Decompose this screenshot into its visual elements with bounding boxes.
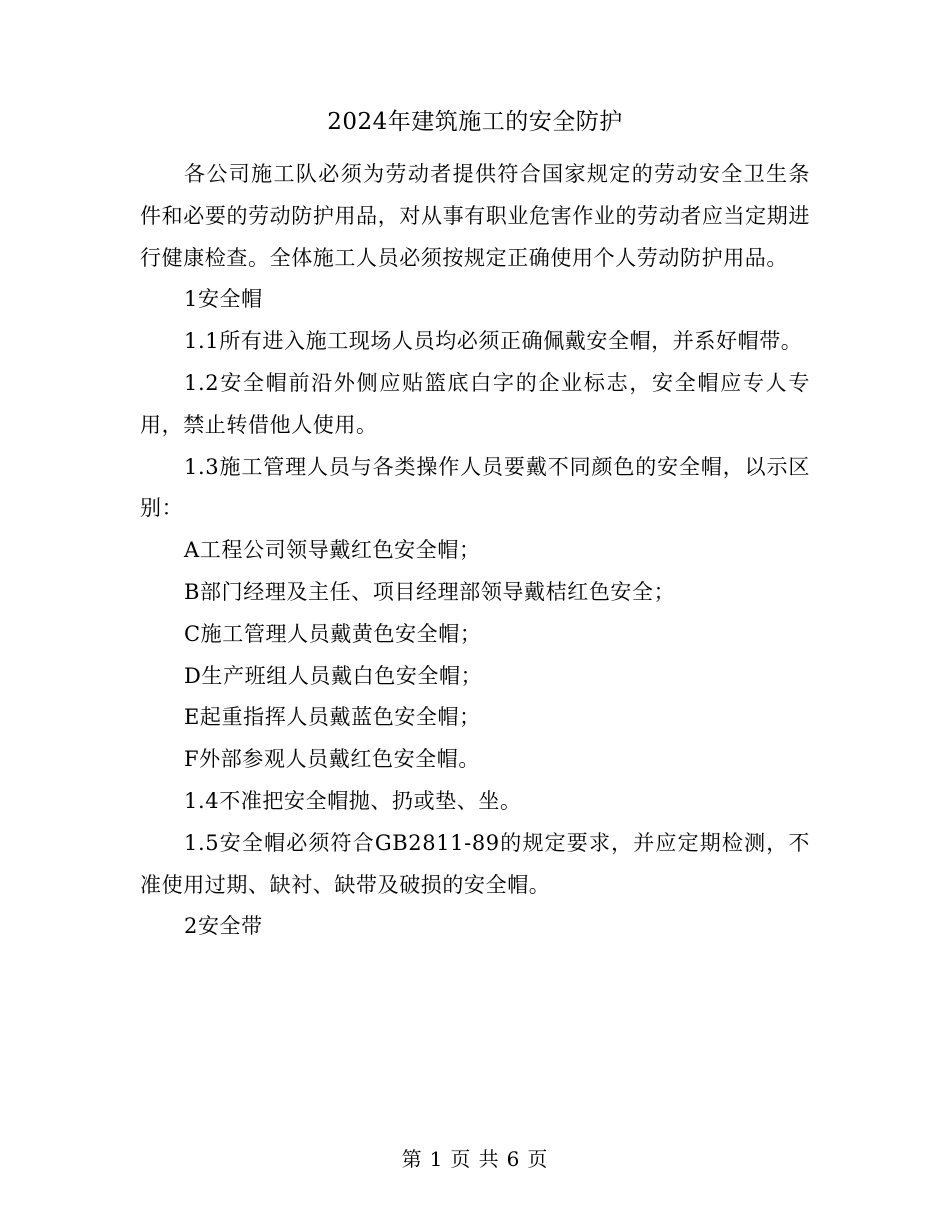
page-label-prefix: 第 xyxy=(401,1147,423,1171)
list-item-d: D生产班组人员戴白色安全帽； xyxy=(184,663,483,688)
clause-1-3: 1.3施工管理人员与各类操作人员要戴不同颜色的安全帽，以示区别： xyxy=(140,454,810,521)
intro-paragraph: 各公司施工队必须为劳动者提供符合国家规定的劳动安全卫生条件和必要的劳动防护用品，对从事有职业危害作业的劳动者应当定期进行健康检查。全体施工人员必须按规定正确使用个人劳动防护用品。 xyxy=(140,162,810,270)
clause-1-4: 1.4不准把安全帽抛、扔或垫、坐。 xyxy=(184,788,522,813)
document-title: 2024年建筑施工的安全防护 xyxy=(327,109,623,135)
list-item-b: B部门经理及主任、项目经理部领导戴桔红色安全； xyxy=(184,579,676,604)
list-item-f: F外部参观人员戴红色安全帽。 xyxy=(184,747,480,772)
clause-1-1: 1.1所有进入施工现场人员均必须正确佩戴安全帽，并系好帽带。 xyxy=(184,329,803,354)
list-item-a: A工程公司领导戴红色安全帽； xyxy=(184,538,481,563)
page-label-suffix: 页 xyxy=(527,1147,549,1171)
list-item-e: E起重指挥人员戴蓝色安全帽； xyxy=(184,705,481,730)
clause-1-5: 1.5安全帽必须符合GB2811-89的规定要求，并应定期检测，不准使用过期、缺衬、缺带及破损的安全帽。 xyxy=(140,830,810,897)
current-page-number: 1 xyxy=(429,1147,444,1171)
clause-1-2: 1.2安全帽前沿外侧应贴篮底白字的企业标志，安全帽应专人专用，禁止转借他人使用。 xyxy=(140,370,810,437)
page-footer xyxy=(0,1144,950,1174)
section-heading-helmet: 1安全帽 xyxy=(184,287,263,312)
page-label-mid: 页 共 xyxy=(450,1147,500,1171)
section-heading-belt: 2安全带 xyxy=(184,914,263,939)
document-body xyxy=(140,154,810,948)
list-item-c: C施工管理人员戴黄色安全帽； xyxy=(184,621,482,646)
total-pages-number: 6 xyxy=(506,1147,521,1171)
